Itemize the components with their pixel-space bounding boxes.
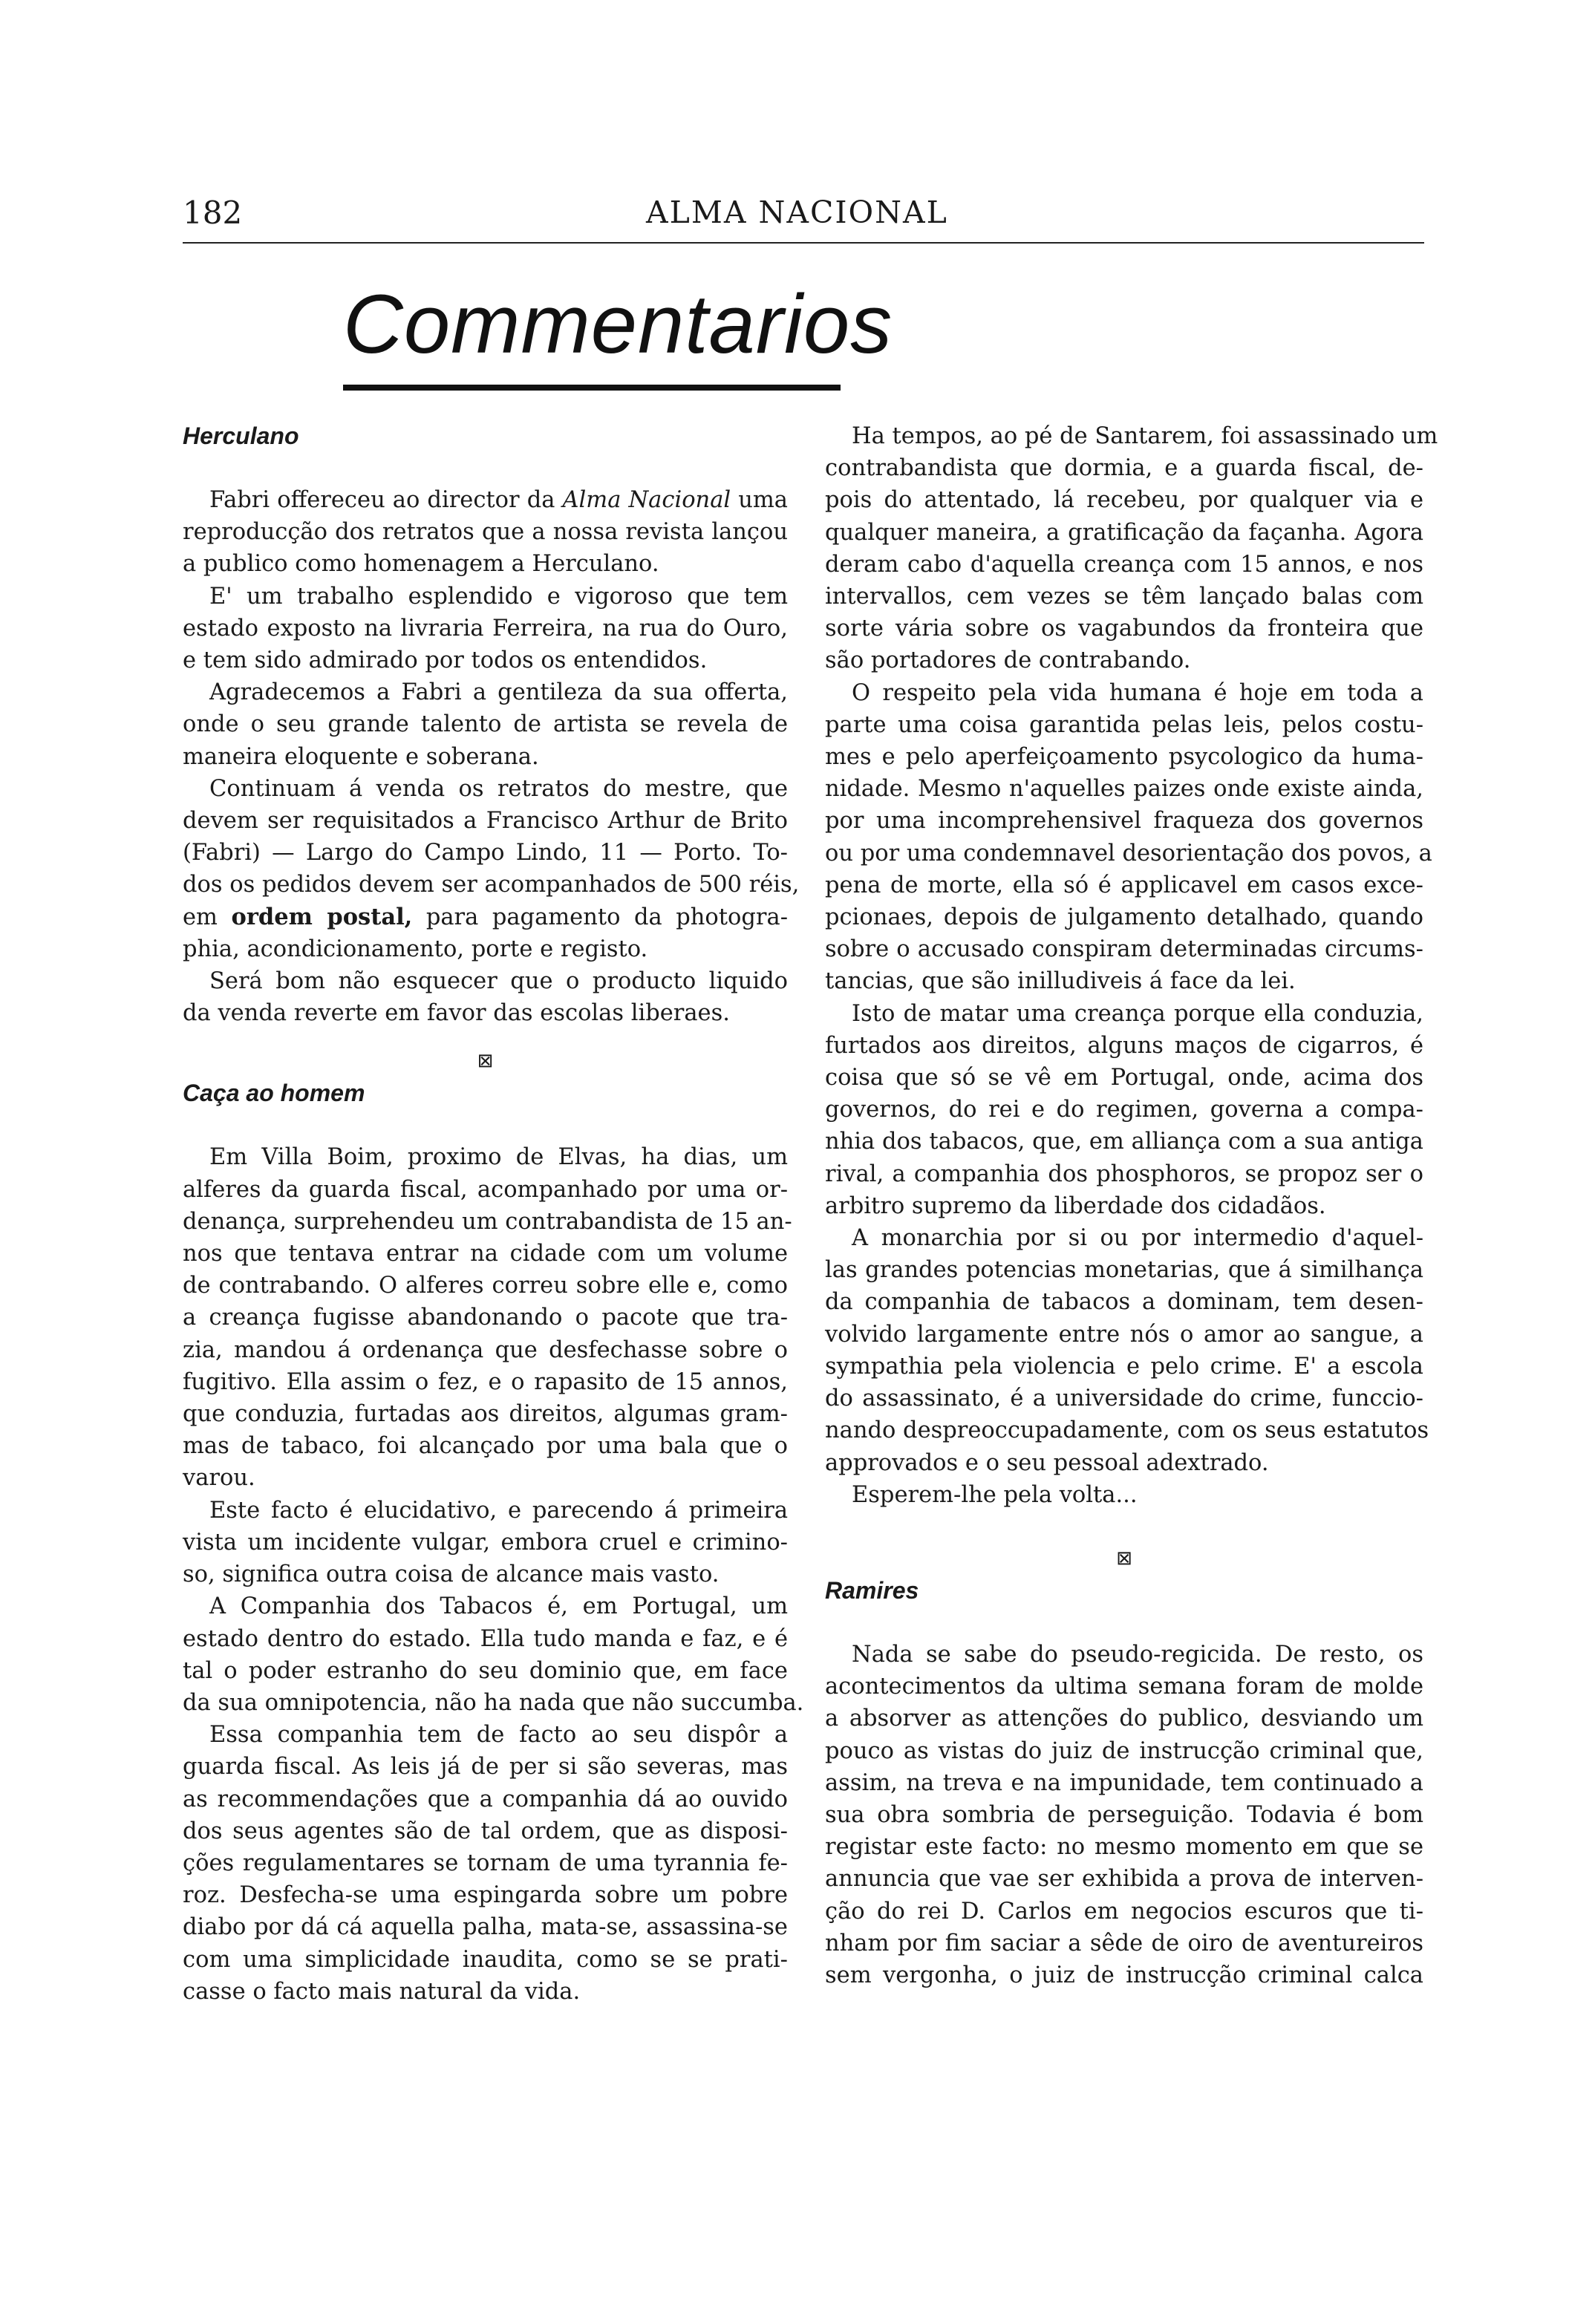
right-column bbox=[825, 420, 1438, 1991]
spacer bbox=[825, 1511, 1423, 1543]
text-line: ções regulamentares se tornam de uma tyrannia fe- bbox=[183, 1850, 788, 1876]
text-line: registar este facto: no mesmo momento em que se bbox=[825, 1834, 1423, 1861]
text-line: volvido largamente entre nós o amor ao sangue, a bbox=[825, 1321, 1423, 1348]
text-line: com uma simplicidade inaudita, como se se prati- bbox=[183, 1946, 788, 1973]
text-line: nando despreoccupadamente, com os seus estatutos bbox=[825, 1417, 1429, 1444]
text-line: coisa que só se vê em Portugal, onde, acima dos bbox=[825, 1065, 1423, 1091]
text-line: approvados e o seu pessoal adextrado. bbox=[825, 1449, 1269, 1476]
text-line: contrabandista que dormia, e a guarda fiscal, de- bbox=[825, 455, 1423, 482]
text-line: Ha tempos, ao pé de Santarem, foi assassinado um bbox=[852, 423, 1438, 449]
text-line: dos os pedidos devem ser acompanhados de 500 réis, bbox=[183, 872, 800, 898]
text-line: pouco as vistas do juiz de instrucção criminal que, bbox=[825, 1737, 1423, 1764]
text-line: de contrabando. O alferes correu sobre elle e, como bbox=[183, 1273, 788, 1299]
text-line: Este facto é elucidativo, e parecendo á primeira bbox=[209, 1497, 788, 1524]
text-line: as recommendações que a companhia dá ao ouvido bbox=[183, 1786, 788, 1812]
text-line: nhia dos tabacos, que, em alliança com a sua antiga bbox=[825, 1129, 1423, 1155]
text-line: ção do rei D. Carlos em negocios escuros que ti- bbox=[825, 1898, 1423, 1925]
text-line: sem vergonha, o juiz de instrucção criminal calca bbox=[825, 1962, 1423, 1988]
text-line: phia, acondicionamento, porte e registo. bbox=[183, 936, 648, 962]
text-line: furtados aos direitos, alguns maços de cigarros, é bbox=[825, 1032, 1423, 1059]
text-line: maneira eloquente e soberana. bbox=[183, 743, 539, 770]
text-line: pois do attentado, lá recebeu, por qualquer via e bbox=[825, 487, 1423, 514]
header-rule bbox=[183, 242, 1424, 244]
journal-title: ALMA NACIONAL bbox=[646, 195, 948, 230]
section-ornament: ⊠ bbox=[1116, 1547, 1132, 1570]
text-line: a absorver as attenções do publico, desviando um bbox=[825, 1706, 1423, 1732]
publication-name: Alma Nacional bbox=[562, 487, 731, 513]
text-line: a creança fugisse abandonando o pacote que tra- bbox=[183, 1305, 788, 1331]
text-line: por uma incomprehensivel fraqueza dos governos bbox=[825, 808, 1423, 835]
text-line: tancias, que são inilludiveis á face da lei. bbox=[825, 968, 1296, 995]
text-line: Nada se sabe do pseudo-regicida. De resto, os bbox=[852, 1641, 1423, 1668]
text-line: so, significa outra coisa de alcance mais vasto. bbox=[183, 1561, 720, 1588]
text-line: sua obra sombria de perseguição. Todavia é bom bbox=[825, 1801, 1423, 1828]
text-run: para pagamento da photogra- bbox=[412, 904, 789, 930]
text-line: mas de tabaco, foi alcançado por uma bala que o bbox=[183, 1433, 788, 1460]
text-line: a publico como homenagem a Herculano. bbox=[183, 551, 659, 578]
text-line: nham por fim saciar a sêde de oiro de aventureiros bbox=[825, 1930, 1423, 1956]
text-line: nidade. Mesmo n'aquelles paizes onde existe ainda, bbox=[825, 776, 1423, 803]
text-line: da venda reverte em favor das escolas liberaes. bbox=[183, 1000, 730, 1027]
text-line: onde o seu grande talento de artista se revela de bbox=[183, 711, 788, 738]
left-column bbox=[183, 420, 804, 2008]
text-line: devem ser requisitados a Francisco Arthur de Brito bbox=[183, 808, 788, 835]
text-line: da sua omnipotencia, não ha nada que não succumba. bbox=[183, 1689, 804, 1716]
section-heading-ramires: Ramires bbox=[825, 1576, 919, 1604]
text-line bbox=[183, 901, 788, 933]
text-line: reproducção dos retratos que a nossa revista lançou bbox=[183, 519, 788, 546]
text-line: denança, surprehendeu um contrabandista de 15 an- bbox=[183, 1208, 792, 1235]
text-line: estado dentro do estado. Ella tudo manda e faz, e é bbox=[183, 1625, 788, 1652]
text-run: Fabri offereceu ao director da bbox=[209, 487, 563, 513]
text-line: e tem sido admirado por todos os entendidos. bbox=[183, 647, 708, 674]
text-line: mes e pelo aperfeiçoamento psycologico da huma- bbox=[825, 744, 1423, 771]
text-line: tal o poder estranho do seu dominio que, em face bbox=[183, 1657, 788, 1684]
spacer bbox=[183, 1109, 788, 1141]
page-title: Commentarios bbox=[343, 278, 893, 371]
text-line: zia, mandou á ordenança que desfechasse sobre o bbox=[183, 1336, 788, 1363]
text-line: Em Villa Boim, proximo de Elvas, ha dias, um bbox=[209, 1144, 788, 1171]
text-line: são portadores de contrabando. bbox=[825, 647, 1191, 674]
text-line: da companhia de tabacos a dominam, tem desen- bbox=[825, 1289, 1423, 1316]
text-line: deram cabo d'aquella creança com 15 annos, e nos bbox=[825, 551, 1423, 578]
text-line: nos que tentava entrar na cidade com um volume bbox=[183, 1241, 788, 1267]
text-line: vista um incidente vulgar, embora cruel e crimino- bbox=[183, 1529, 788, 1556]
text-line: arbitro supremo da liberdade dos cidadãos. bbox=[825, 1192, 1326, 1219]
spacer bbox=[825, 1607, 1423, 1639]
section-heading-caca-ao-homem: Caça ao homem bbox=[183, 1080, 365, 1107]
text-line: varou. bbox=[183, 1465, 255, 1492]
text-line: diabo por dá cá aquella palha, mata-se, assassina-se bbox=[183, 1914, 788, 1941]
text-line: A Companhia dos Tabacos é, em Portugal, um bbox=[209, 1593, 788, 1620]
text-line: Isto de matar uma creança porque ella conduzia, bbox=[852, 1000, 1423, 1027]
text-line: dos seus agentes são de tal ordem, que as disposi- bbox=[183, 1818, 788, 1844]
text-line bbox=[183, 484, 788, 516]
text-line: Será bom não esquecer que o producto liquido bbox=[209, 968, 788, 995]
spacer bbox=[183, 452, 788, 484]
text-line: acontecimentos da ultima semana foram de molde bbox=[825, 1674, 1423, 1700]
text-line: sorte vária sobre os vagabundos da fronteira que bbox=[825, 616, 1423, 642]
text-line: ou por uma condemnavel desorientação dos povos, a bbox=[825, 840, 1432, 866]
text-line: annuncia que vae ser exhibida a prova de interven- bbox=[825, 1866, 1423, 1893]
emphasis-text: ordem postal, bbox=[231, 903, 413, 930]
text-line: estado exposto na livraria Ferreira, na rua do Ouro, bbox=[183, 615, 788, 642]
text-line: roz. Desfecha-se uma espingarda sobre um pobre bbox=[183, 1882, 788, 1909]
text-line: parte uma coisa garantida pelas leis, pelos costu- bbox=[825, 711, 1423, 738]
text-run: em bbox=[183, 904, 232, 930]
text-line: O respeito pela vida humana é hoje em toda a bbox=[852, 679, 1423, 706]
text-line: Essa companhia tem de facto ao seu dispôr a bbox=[209, 1722, 788, 1749]
text-line: rival, a companhia dos phosphoros, se propoz ser o bbox=[825, 1161, 1423, 1187]
text-line: E' um trabalho esplendido e vigoroso que tem bbox=[209, 583, 788, 610]
text-line: intervallos, cem vezes se têm lançado balas com bbox=[825, 584, 1423, 610]
text-line: qualquer maneira, a gratificação da façanha. Agora bbox=[825, 519, 1423, 546]
text-line: A monarchia por si ou por intermedio d'aquel- bbox=[852, 1225, 1423, 1252]
text-line: que conduzia, furtadas aos direitos, algumas gram- bbox=[183, 1401, 788, 1428]
text-line: governos, do rei e do regimen, governa a compa- bbox=[825, 1097, 1423, 1123]
section-heading-herculano: Herculano bbox=[183, 422, 299, 449]
text-line: Agradecemos a Fabri a gentileza da sua offerta, bbox=[209, 679, 788, 706]
text-line: alferes da guarda fiscal, acompanhado por uma or- bbox=[183, 1176, 788, 1203]
text-line: Continuam á venda os retratos do mestre, que bbox=[209, 775, 788, 802]
text-line: assim, na treva e na impunidade, tem continuado a bbox=[825, 1769, 1423, 1796]
text-line: (Fabri) — Largo do Campo Lindo, 11 — Porto. To- bbox=[183, 840, 788, 866]
text-line: pcionaes, depois de julgamento detalhado, quando bbox=[825, 904, 1423, 931]
page-number: 182 bbox=[183, 195, 243, 231]
section-ornament: ⊠ bbox=[477, 1050, 494, 1073]
text-line: sobre o accusado conspiram determinadas circums- bbox=[825, 936, 1423, 963]
text-run: uma bbox=[731, 487, 788, 513]
text-line: guarda fiscal. As leis já de per si são severas, mas bbox=[183, 1754, 788, 1780]
text-line: casse o facto mais natural da vida. bbox=[183, 1978, 581, 2005]
title-rule bbox=[343, 385, 841, 391]
text-line: las grandes potencias monetarias, que á similhança bbox=[825, 1257, 1423, 1284]
text-line: pena de morte, ella só é applicavel em casos exce- bbox=[825, 872, 1423, 898]
text-line: sympathia pela violencia e pelo crime. E' a escola bbox=[825, 1353, 1423, 1380]
text-line: Esperem-lhe pela volta... bbox=[852, 1481, 1138, 1508]
text-line: do assassinato, é a universidade do crime, funccio- bbox=[825, 1385, 1423, 1412]
text-line: fugitivo. Ella assim o fez, e o rapasito de 15 annos, bbox=[183, 1368, 788, 1395]
spacer bbox=[183, 1029, 788, 1045]
